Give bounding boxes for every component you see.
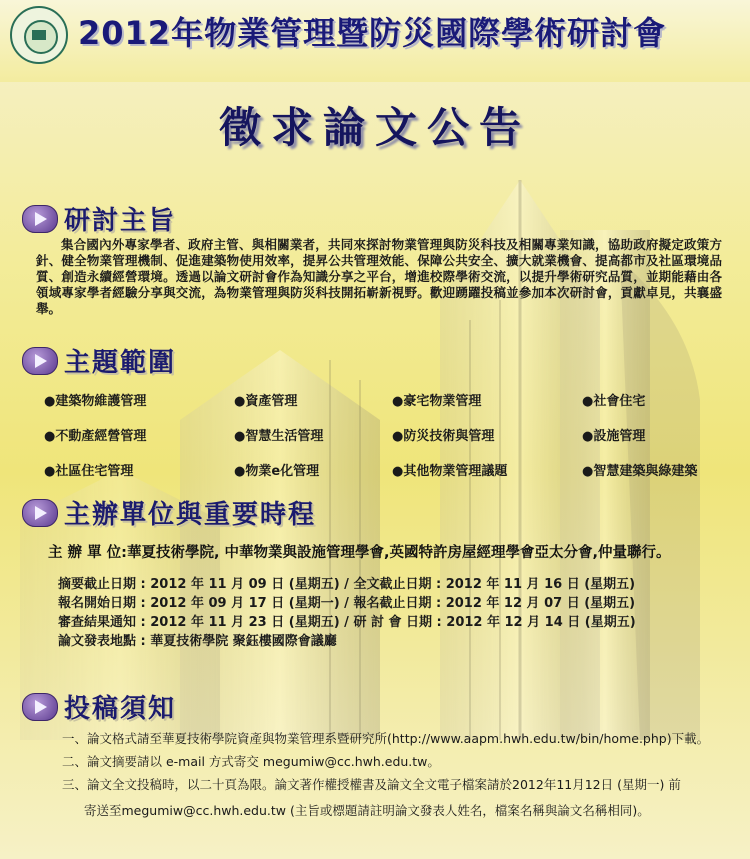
header-band xyxy=(0,0,750,82)
right-arrow-bullet-icon xyxy=(22,205,58,233)
topic-item: ●資產管理 xyxy=(234,394,298,409)
topic-item: ●智慧生活管理 xyxy=(234,429,324,444)
topic-grid xyxy=(44,382,724,487)
topic-item: ●設施管理 xyxy=(582,429,646,444)
topic-item: ●不動產經營管理 xyxy=(44,429,147,444)
topic-item: ●建築物維護管理 xyxy=(44,394,147,409)
right-arrow-bullet-icon xyxy=(22,693,58,721)
section-header-organizers xyxy=(22,494,316,531)
section-header-submission xyxy=(22,688,176,725)
section-title: 主辦單位與重要時程 xyxy=(64,500,317,530)
topic-row xyxy=(44,452,724,487)
submission-guidelines xyxy=(62,727,742,826)
notice-title: 徵求論文公告 xyxy=(218,103,531,152)
section-header-purpose xyxy=(22,200,176,237)
topic-row xyxy=(44,382,724,417)
purpose-paragraph: 集合國內外專家學者、政府主管、與相關業者，共同來探討物業管理與防災科技及相關專業知識，協助政府擬定政策方針、健全物業管理機制、促進建築物使用效率，提昇公共管理效能、保障公共安全、擴大就業機會、提高都市及社區環境品質、創造永續經營環境。透過以論文研討會作為知識分享之平台，增進校際學術交流，以提升學術研究品質，並期能藉由各領域專家學者經驗分享與交流，為物業管理與防災科技開拓嶄新視野。歡迎踴躍投稿並參加本次研討會，貢獻卓見，共襄盛舉。 xyxy=(36,237,722,316)
section-header-topics xyxy=(22,342,176,379)
conference-title: 2012年物業管理暨防災國際學術研討會 xyxy=(78,14,667,52)
guideline-item: 二、論文摘要請以 e-mail 方式寄交 megumiw@cc.hwh.edu.tw。 xyxy=(62,754,440,769)
topic-item: ●防災技術與管理 xyxy=(392,429,495,444)
topic-item: ●社會住宅 xyxy=(582,394,646,409)
schedule-line: 論文發表地點 : 華夏技術學院 聚鈺樓國際會議廳 xyxy=(58,634,337,649)
topic-row xyxy=(44,417,724,452)
topic-item: ●其他物業管理議題 xyxy=(392,464,508,479)
section-title: 研討主旨 xyxy=(64,206,177,236)
guideline-item: 三、論文全文投稿時，以二十頁為限。論文著作權授權書及論文全文電子檔案請於2012年11月12日 (星期一) 前 xyxy=(62,777,681,792)
right-arrow-bullet-icon xyxy=(22,499,58,527)
topic-item: ●豪宅物業管理 xyxy=(392,394,482,409)
guideline-item: 一、論文格式請至華夏技術學院資產與物業管理系暨研究所(http://www.aapm.hwh.edu.tw/bin/home.php)下載。 xyxy=(62,731,710,746)
topic-item: ●智慧建築與綠建築 xyxy=(582,464,698,479)
right-arrow-bullet-icon xyxy=(22,347,58,375)
topic-item: ●社區住宅管理 xyxy=(44,464,134,479)
section-title: 主題範圍 xyxy=(64,348,177,378)
organizers-line: 主 辦 單 位:華夏技術學院, 中華物業與設施管理學會,英國特許房屋經理學會亞太分會,仲量聯行。 xyxy=(48,545,671,561)
guideline-item: 寄送至megumiw@cc.hwh.edu.tw (主旨或標題請註明論文發表人姓名，檔案名稱與論文名稱相同)。 xyxy=(84,803,650,818)
schedule-list xyxy=(58,575,738,651)
schedule-line: 報名開始日期 : 2012 年 09 月 17 日 (星期一) / 報名截止日期 : 2012 年 12 月 07 日 (星期五) xyxy=(58,596,636,611)
schedule-line: 審查結果通知 : 2012 年 11 月 23 日 (星期五) / 研 討 會 日期 : 2012 年 12 月 14 日 (星期五) xyxy=(58,615,636,630)
schedule-line: 摘要截止日期 : 2012 年 11 月 09 日 (星期五) / 全文截止日期 : 2012 年 11 月 16 日 (星期五) xyxy=(58,577,636,592)
section-title: 投稿須知 xyxy=(64,694,177,724)
school-emblem-icon xyxy=(10,6,68,64)
topic-item: ●物業e化管理 xyxy=(234,464,320,479)
